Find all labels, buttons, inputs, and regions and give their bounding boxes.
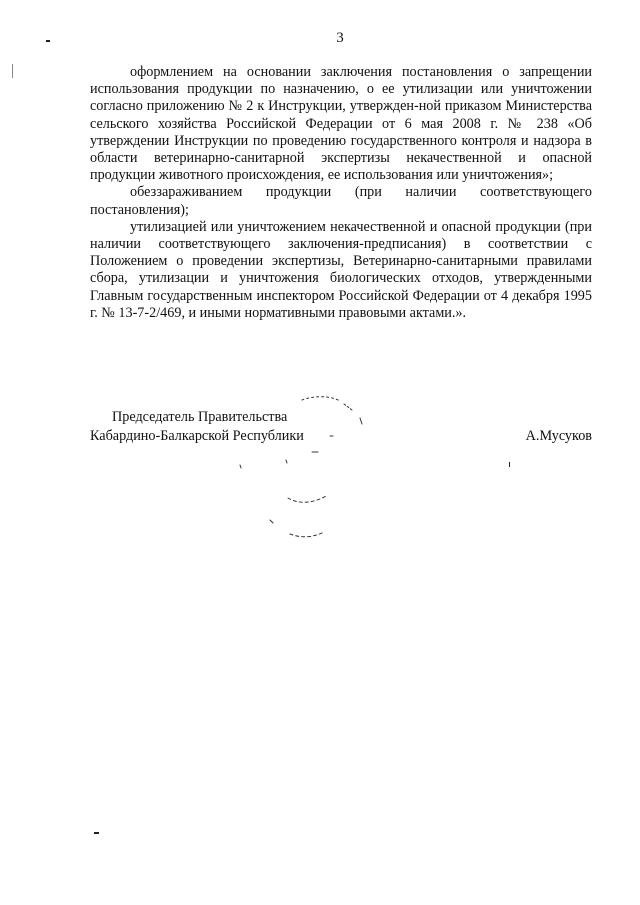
signatory-title: [90, 408, 410, 446]
body-text: [90, 64, 592, 322]
scan-speck: [12, 64, 13, 78]
scan-speck: [94, 832, 99, 834]
paragraph-2: обеззараживанием продукции (при наличии соответствующего постановления);: [90, 184, 592, 218]
paragraph-3: утилизацией или уничтожением некачественной и опасной продукции (при наличии соответствующего заключения-предписания) в соответствии с Положением о проведении экспертизы, Ветеринарно-санитарными правилами сбора, утилизации и уничтожения биологических отходов, утвержденными Главным государственным инспектором Российской Федерации от 4 декабря 1995 г. № 13-7-2/469, и иными нормативными правовыми актами.».: [90, 218, 592, 321]
signatory-title-line-2: Кабардино-Балкарской Республики: [90, 428, 304, 444]
signatory-name: А.Мусуков: [525, 428, 592, 444]
page-number: 3: [336, 30, 344, 46]
signatory-title-line-1: Председатель Правительства: [112, 409, 288, 425]
scan-speck: [509, 462, 510, 467]
paragraph-1: оформлением на основании заключения постановления о запрещении использования продукции по назначению, о ее утилизации или уничтожении согласно приложению № 2 к Инструкции, утвержден-ной приказом Министерства сельского хозяйства Российской Федерации от 6 мая 2008 г. № 238 «Об утверждении Инструкции по проведению государственного контроля и надзора в области ветеринарно-санитарной экспертизы некачественной и опасной продукции животного происхождения, ее использования или уничтожения»;: [90, 64, 592, 184]
